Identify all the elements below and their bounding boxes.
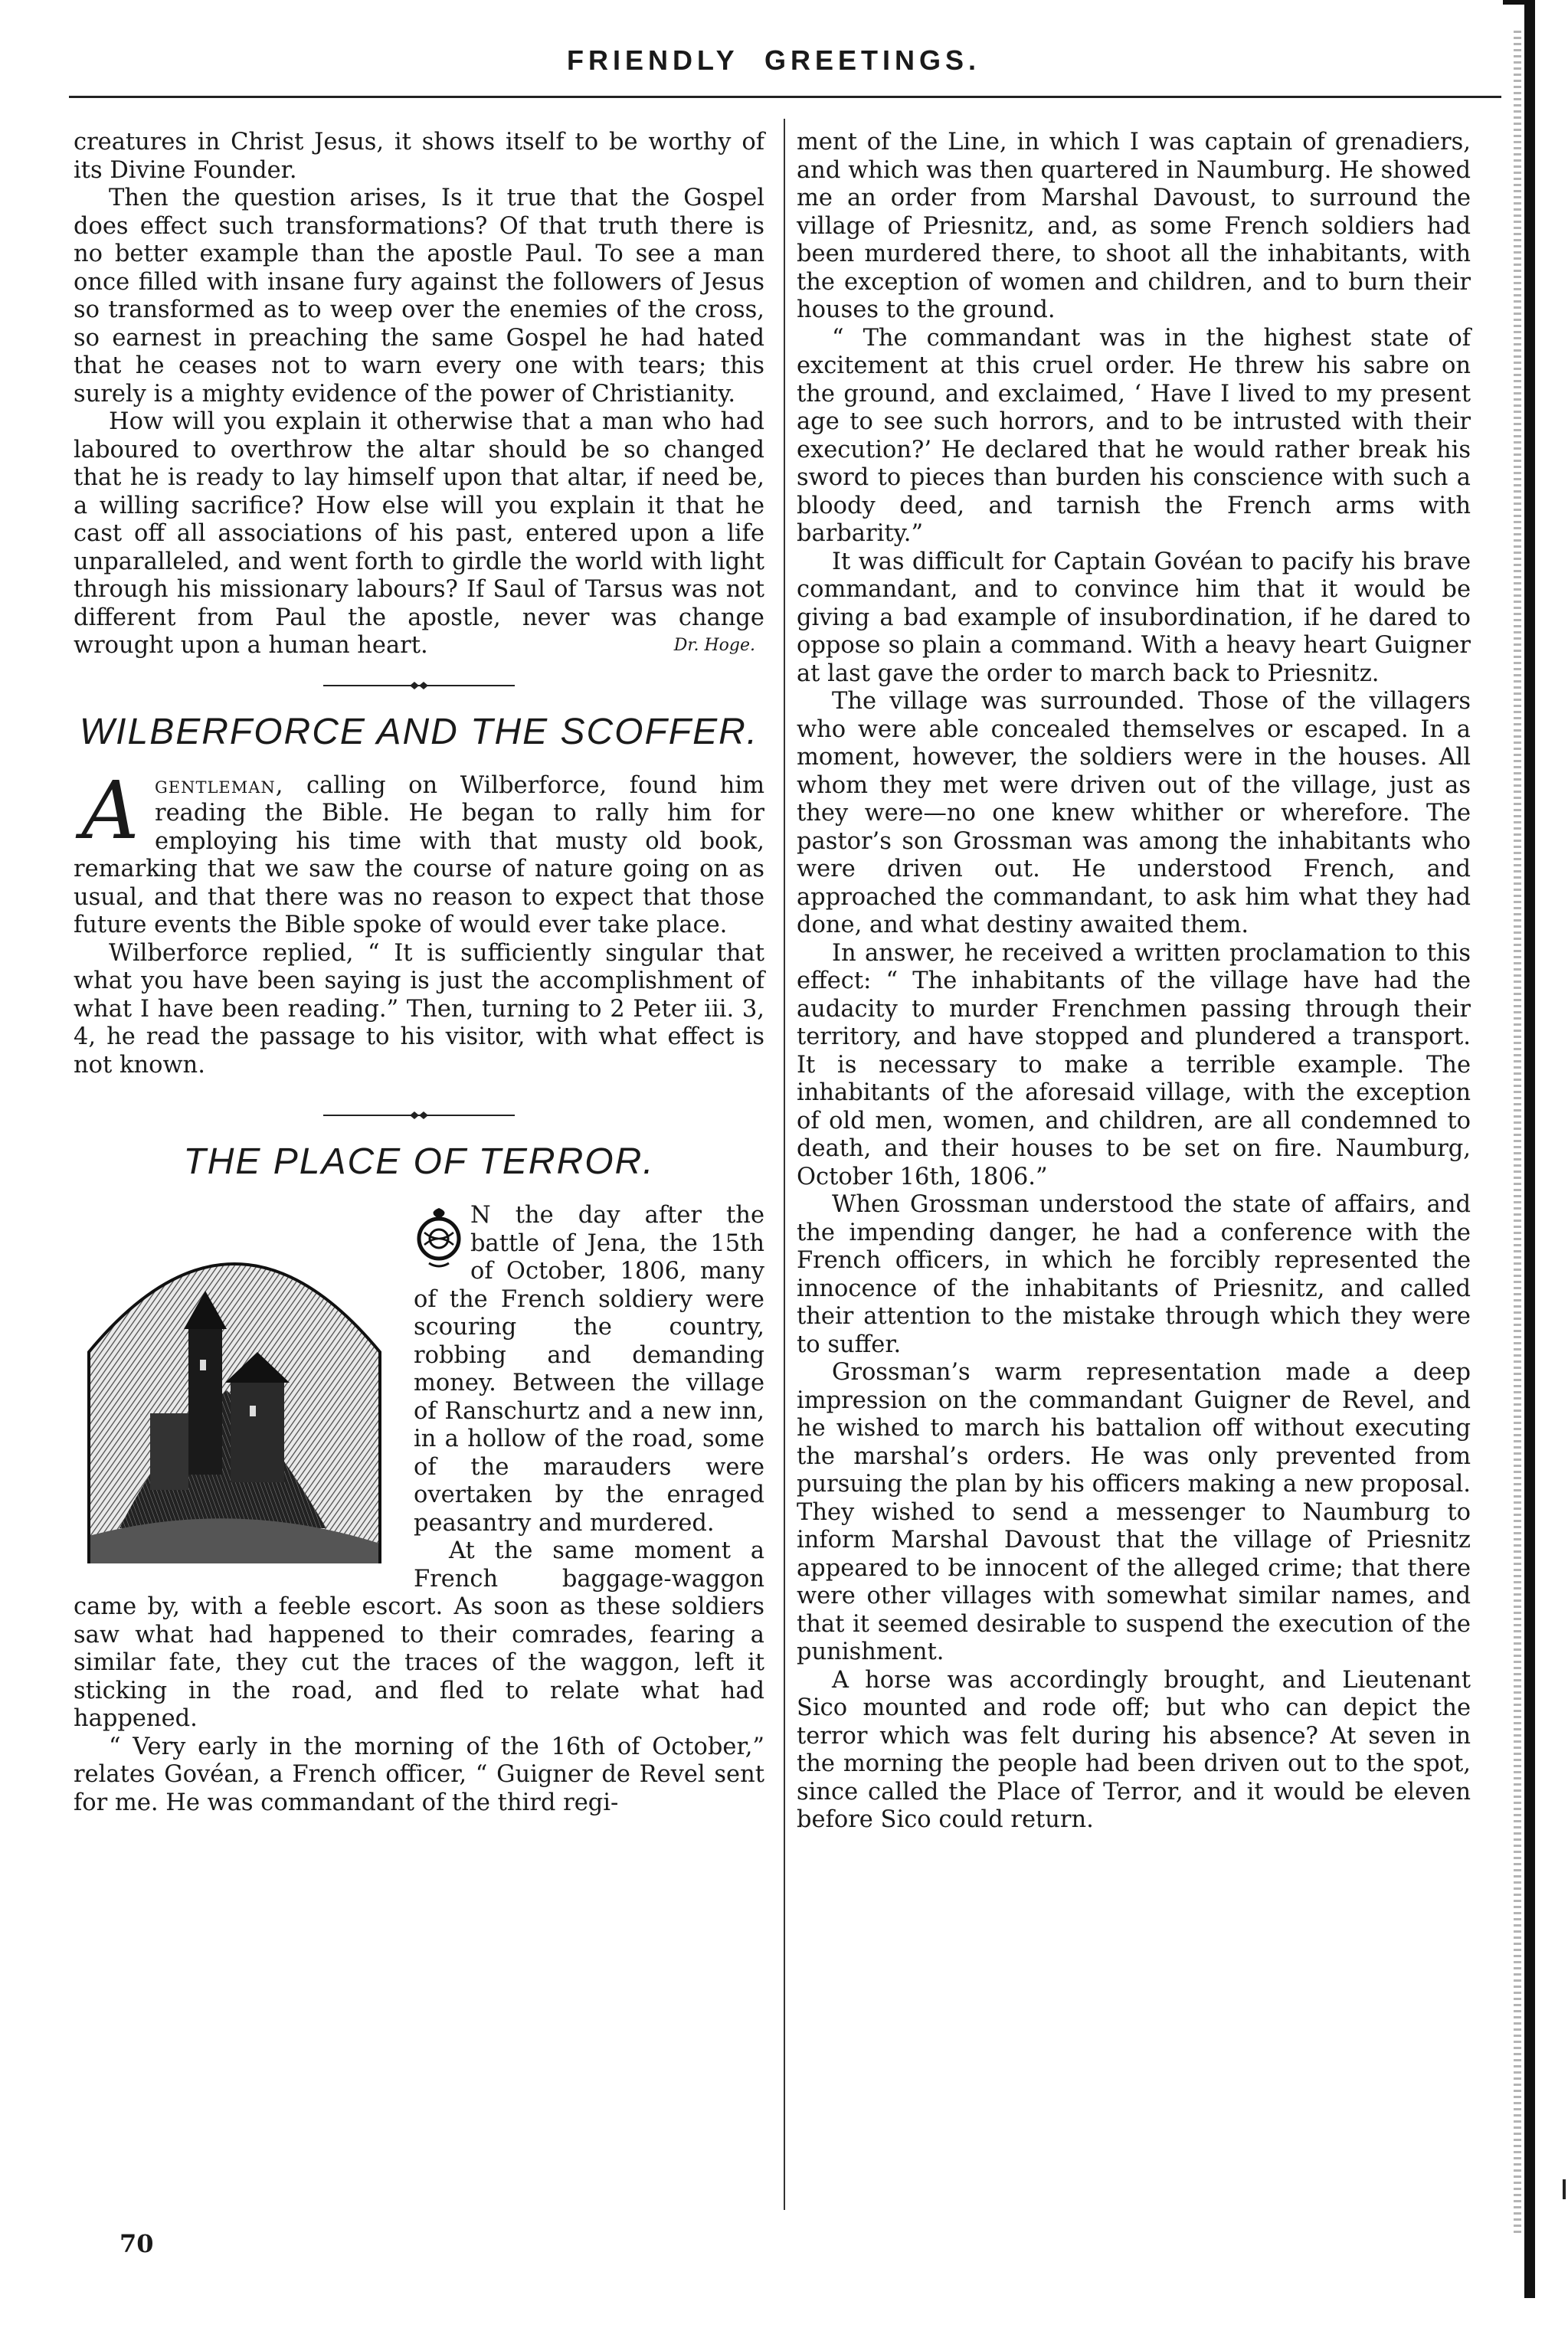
article-paragraph: A horse was accordingly brought, and Lieutenant Sico mounted and rode off; but who can depict the terror which was felt during his absence? At seven in the morning the people had been driven out to the spot, since called the Place of Terror, and it would be eleven before Sico could return. [797, 1666, 1471, 1833]
left-column [74, 129, 764, 1817]
section-separator [74, 1110, 764, 1121]
intro-paragraph: creatures in Christ Jesus, it shows itself to be worthy of its Divine Founder. [74, 129, 764, 184]
right-column [797, 129, 1471, 1835]
page-edge-rule [1524, 0, 1535, 2298]
paragraph-text: calling on Wilberforce, found him reading the Bible. He began to rally him for employing his time with that musty old book, remarking that we saw the course of nature going on as usual, and that there was no reason to expect that those future events the Bible spoke of would ever take place. [74, 771, 764, 938]
page-edge-shading [1514, 31, 1521, 2237]
intro-paragraph: How will you explain it otherwise that a man who had laboured to overthrow the altar should be so changed that he is ready to lay himself upon that altar, if need be, a willing sacrifice? How else will you explain it that he cast off all associations of his past, entered upon a life unparalleled, and went forth to girdle the world with light through his missionary labours? If Saul of Tarsus was not different from Paul the apostle, never was change wrought upon a human heart. [74, 408, 764, 659]
article-title: WILBERFORCE AND THE SCOFFER. [79, 711, 759, 752]
article-paragraph: In answer, he received a written proclamation to this effect: “ The inhabitants of the village have had the audacity to murder Frenchmen passing through their territory, and have stopped and plundered a transport. It is necessary to make a terrible example. The inhabitants of the aforesaid village, with the exception of old men, women, and children, are all condemned to death, and their houses to be set on fire. Naumburg, October 16th, 1806.” [797, 939, 1471, 1190]
running-header: FRIENDLY GREETINGS. [566, 44, 981, 76]
author-signature: Dr. Hoge. [673, 635, 755, 655]
article-paragraph: The village was surrounded. Those of the villagers who were able concealed themselves or escaped. In a moment, however, the soldiers were in the houses. All whom they met were driven out of the village, just as they were—no one knew whither or wherefore. The pastor’s son Grossman was among the inhabitants who were driven out. He understood French, and approached the commandant, to ask him what they had done, and what destiny awaited them. [797, 688, 1471, 938]
ornamental-capital [414, 1202, 464, 1271]
article-paragraph: It was difficult for Captain Govéan to pacify his brave commandant, and to convince him that it would be giving a bad example of insubordination, if he dared to oppose so plain a command. With a heavy heart Guigner at last gave the order to march back to Priesnitz. [797, 548, 1471, 687]
article-paragraph: Wilberforce replied, “ It is sufficiently singular that what you have been saying is just the accomplishment of what I have been reading.” Then, turning to 2 Peter iii. 3, 4, he read the passage to his visitor, with what effect is not known. [74, 939, 764, 1079]
paragraph-text: N the day after the battle of Jena, the 15th of October, 1806, many of the French soldiery were scouring the country, robbing and demanding money. Between the village of Ranschurtz and a new inn, in a hollow of the road, some of the marauders were overtaken by the enraged peasantry and murdered. [414, 1202, 764, 1537]
page-number: 70 [119, 2229, 154, 2258]
castle-engraving-illustration [74, 1206, 395, 1563]
section-separator [74, 680, 764, 691]
article-paragraph: “ Very early in the morning of the 16th of October,” relates Govéan, a French officer, “ Guigner de Revel sent for me. He was commandant of the third regi- [74, 1733, 764, 1816]
drop-cap: A [81, 763, 139, 857]
article-title: THE PLACE OF TERROR. [183, 1141, 655, 1182]
article-paragraph: When Grossman understood the state of affairs, and the impending danger, he had a conference with the French officers, in which he forcibly represented the innocence of the inhabitants of Priesnitz, and called their attention to the mistake through which they were to suffer. [797, 1191, 1471, 1358]
article-paragraph: Grossman’s warm representation made a deep impression on the commandant Guigner de Revel, and he wished to march his battalion off without executing the marshal’s orders. He was only prevented from pursuing the plan by his officers making a new proposal. They wished to send a messenger to Naumburg to inform Marshal Davoust that the village of Priesnitz appeared to be innocent of the alleged crime; that there were other villages with somewhat similar names, and that it seemed desirable to suspend the execution of the punishment. [797, 1359, 1471, 1665]
margin-mark [1563, 2179, 1566, 2199]
article-paragraph: At the same moment a French baggage-waggon came by, with a feeble escort. As soon as these soldiers saw what had happened to their comrades, fearing a similar fate, they cut the traces of the waggon, left it sticking in the road, and fled to relate what had happened. [74, 1537, 764, 1732]
column-divider [784, 119, 785, 2210]
article-paragraph: “ The commandant was in the highest state of excitement at this cruel order. He threw his sabre on the ground, and exclaimed, ‘ Have I lived to my present age to see such horrors, and to be intrusted with their execution?’ He declared that he would rather break his sword to pieces than burden his conscience with such a bloody deed, and tarnish the French arms with barbarity.” [797, 324, 1471, 547]
header-rule [69, 96, 1501, 98]
article-paragraph: ment of the Line, in which I was captain of grenadiers, and which was then quartered in Naumburg. He showed me an order from Marshal Davoust, to surround the village of Priesnitz, and, as some French soldiers had been murdered there, to shoot all the inhabitants, with the exception of women and children, and to burn their houses to the ground. [797, 129, 1471, 323]
lead-word: gentleman, [155, 771, 284, 799]
article-paragraph [74, 763, 764, 940]
intro-paragraph: Then the question arises, Is it true that the Gospel does effect such transformations? Of that truth there is no better example than the apostle Paul. To see a man once filled with insane fury against the followers of Jesus so transformed as to weep over the enemies of the cross, so earnest in preaching the same Gospel he had hated that he ceases not to warn every one with tears; this surely is a mighty evidence of the power of Christianity. [74, 185, 764, 408]
